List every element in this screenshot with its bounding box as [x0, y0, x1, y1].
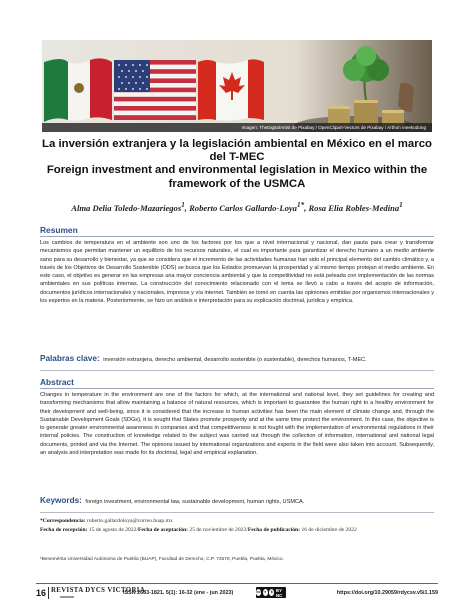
author-affiliation: ¹Benemérita Universidad Autónoma de Puebla (BUAP), Facultad de Derecho, C.P. 72570, Puebla, Puebla, México.: [40, 557, 284, 562]
palabras-clave-label: Palabras clave:: [40, 354, 100, 363]
correspondence-label: *Correspondencia:: [40, 518, 86, 524]
title-english: Foreign investment and environmental legislation in Mexico within the framework of the USMCA: [46, 164, 428, 190]
flags-and-plant-illustration: [42, 40, 432, 132]
creative-commons-badge[interactable]: [256, 587, 286, 598]
accepted-label: Fecha de aceptación:: [137, 527, 188, 533]
author-list: Alma Delia Toledo-Mazariegos$^1$, Roberto Carlos Gallardo-Loya$^{1*}$, Rosa Elia Robles-Medina$^1$: [71, 201, 403, 213]
page-number: 16: [36, 588, 47, 598]
abstract-heading: Abstract: [40, 377, 74, 387]
resumen-heading: Resumen: [40, 225, 78, 235]
image-credit-caption: Imagen: TheDigitalArtist de Pixabay / OpenClipart-Vectors de Pixabay / Arthon meekodong: [42, 123, 432, 132]
palabras-clave-line: [40, 355, 434, 364]
footer-divider: [36, 583, 438, 584]
mexico-flag: [44, 58, 112, 122]
keywords-label: Keywords:: [40, 496, 82, 505]
cc-icon: cc: [256, 590, 261, 594]
journal-logo: REVISTA DYCS VICTORIA: [51, 587, 146, 594]
resumen-text: Los cambios de temperatura en el ambiente son uno de los factores por los que a nivel internacional y nacional, dan pauta para crear y transformar mecanismos que permitan mantener un equilibrio de los recursos naturales, el cual es importante para garantizar el derecho humano a un medio ambiente sano para su desarrollo y bienestar, ya que se considera que el incremento de las actividades humanas han sido el principal elemento del cambio climático y, a través de los Objetivos de Desarrollo Sostenible (ODS) se busca que los Estados promuevan la prosperidad y al mismo tiempo protejan el medio ambiente. En este caso, el objetivo es generar en las empresas una mayor conciencia ambiental y que la competitividad no está peleada con implementación de las normas ambientales en sus políticas internas. La construcción del conocimiento relacionado con el tema se llevó a cabo a través del acopio de información, documentos jurídicos internacionales y nacionales, impresos y vía internet. También se tomó en cuenta las opiniones emitidas por organismos internacionales y los expertos en la materia. Posteriormente, se hizo un análisis e interpretación para su explicación doctrinal, jurídica y empírica.: [40, 240, 434, 305]
author-affiliation-mark: 1: [181, 201, 185, 209]
received-label: Fecha de recepción:: [40, 527, 88, 533]
published-date: 16 de diciembre de 2022: [301, 527, 357, 533]
issn-citation: ISSN 2683-1821. 5(1): 16-32 (ene - jun 2023): [123, 590, 234, 596]
keywords-line: [40, 497, 434, 506]
correspondence-line: [40, 517, 434, 525]
keywords-text: foreign investment, environmental law, sustainable development, human rights, USMCA.: [85, 499, 305, 505]
journal-logo-underline: [60, 596, 74, 598]
by-person-icon: ●: [264, 590, 267, 594]
author-name: Roberto Carlos Gallardo-Loya: [189, 202, 297, 213]
section-divider: [40, 370, 434, 371]
footer-separator: [48, 587, 49, 599]
canada-flag: [198, 59, 264, 120]
header-banner-image: [42, 40, 432, 132]
section-divider: [40, 236, 434, 237]
title-spanish: La inversión extranjera y la legislación ambiental en México en el marco del T-MEC: [42, 138, 432, 164]
received-date: 15 de agosto de 2022: [88, 527, 137, 533]
dates-line: Fecha de recepción: 15 de agosto de 2022/Fecha de aceptación: 25 de noviembre de 2022/Fecha de publicación: 16 de diciembre de 2022: [40, 527, 357, 533]
doi-link[interactable]: https://doi.org/10.29059/rdycsv.v5i1.159: [336, 590, 438, 596]
author-name: Alma Delia Toledo-Mazariegos: [71, 202, 182, 213]
section-divider: [40, 512, 434, 513]
noncommercial-icon: $: [270, 590, 273, 594]
published-label: Fecha de publicación:: [247, 527, 301, 533]
section-divider: [40, 388, 434, 389]
author-name: Rosa Elia Robles-Medina: [308, 202, 400, 213]
usa-flag: [114, 60, 196, 120]
article-title-block: [36, 138, 438, 191]
author-affiliation-mark: 1*: [296, 201, 305, 209]
author-affiliation-mark: 1: [399, 201, 403, 209]
abstract-text: Changes in temperature in the environment are one of the factors for which, at the international and national level, they set guidelines for creating and transforming mechanisms that allow maintaining a balance of natural resources, which is important to guarantee the human right to a healthy environment for their development and well-being, since it is considered that the increase in human activities has been the main element of climate change and, through the Sustainable Development Goals (SDGs), it is sought that States promote prosperity and at the same time protect the environment. In this case, the objective is to generate greater environmental awareness in companies and that competitiveness is not fought with the implementation of environmental regulations in their internal policies. The construction of knowledge related to the subject was carried out through the collection of information, international and national legal documents, printed and via the Internet. The opinions issued by international organizations and experts in the field were also taken into account. Subsequently, an analysis and interpretation was made for its doctrinal, legal and empirical explanation.: [40, 392, 434, 457]
palabras-clave-text: inversión extranjera, derecho ambiental, desarrollo sostenible (o sustentable), derechos humanos, T-MEC.: [103, 357, 367, 363]
correspondence-email[interactable]: roberto.gallardoloya@correo.buap.mx: [86, 518, 173, 524]
license-label: BY NC: [275, 587, 283, 598]
accepted-date: 25 de noviembre de 2022: [189, 527, 247, 533]
